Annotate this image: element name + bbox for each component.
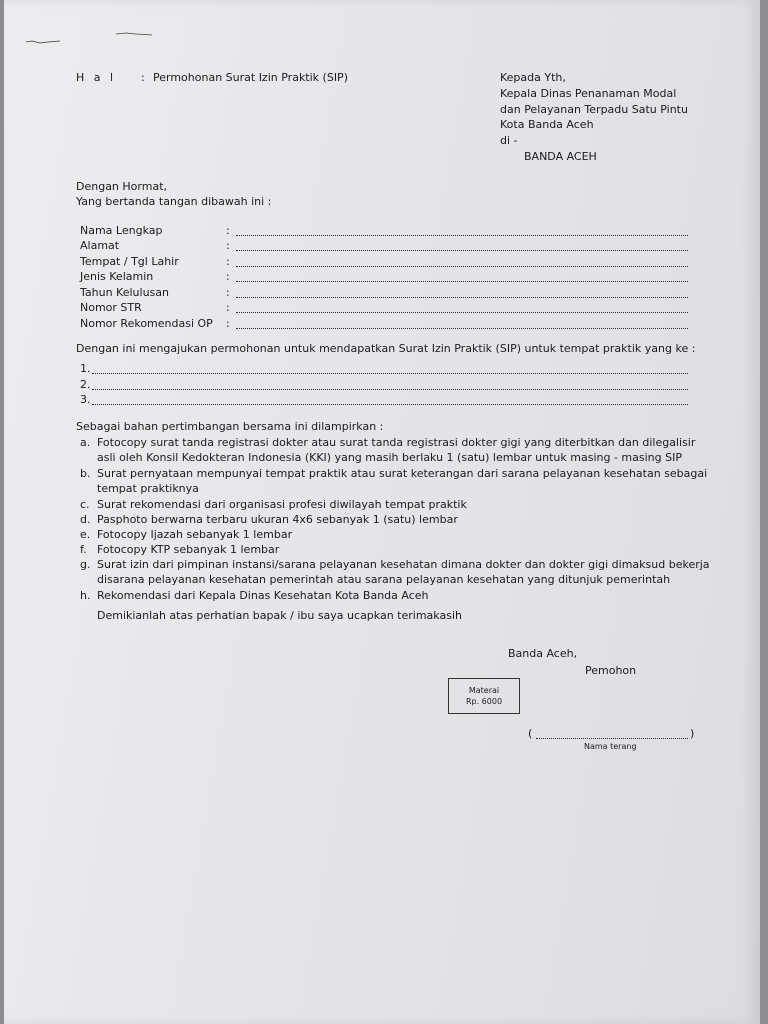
location-number: 2. <box>80 378 91 391</box>
field-colon: : <box>226 239 230 252</box>
field-blank-line <box>236 250 688 251</box>
greeting: Dengan Hormat, <box>76 180 167 193</box>
field-colon: : <box>226 270 230 283</box>
document-page <box>4 0 760 1024</box>
field-colon: : <box>226 317 230 330</box>
subject-colon: : <box>141 71 145 84</box>
location-blank-line <box>92 373 688 374</box>
intro-text: Yang bertanda tangan dibawah ini : <box>76 195 272 208</box>
attachment-letter: f. <box>80 543 87 556</box>
field-blank-line <box>236 328 688 329</box>
attachments-intro: Sebagai bahan pertimbangan bersama ini dilampirkan : <box>76 420 384 433</box>
field-blank-line <box>236 297 688 298</box>
field-label: Jenis Kelamin <box>80 270 154 283</box>
name-caption: Nama terang <box>584 742 637 751</box>
field-label: Tempat / Tgl Lahir <box>80 255 179 268</box>
subject-value: Permohonan Surat Izin Praktik (SIP) <box>153 71 348 84</box>
field-blank-line <box>236 266 688 267</box>
field-colon: : <box>226 255 230 268</box>
attachment-text: Rekomendasi dari Kepala Dinas Kesehatan Kota Banda Aceh <box>97 589 429 602</box>
field-blank-line <box>236 235 688 236</box>
attachment-letter: e. <box>80 528 91 541</box>
recipient-line: Kota Banda Aceh <box>500 118 594 131</box>
stamp-duty-box <box>448 678 520 714</box>
closing-text: Demikianlah atas perhatian bapak / ibu saya ucapkan terimakasih <box>97 609 462 622</box>
attachment-text: Surat izin dari pimpinan instansi/sarana pelayanan kesehatan dimana dokter dan dokter gigi dimaksud bekerja <box>97 558 710 571</box>
attachment-text: Surat pernyataan mempunyai tempat praktik atau surat keterangan dari sarana pelayanan kesehatan sebagai <box>97 467 708 480</box>
recipient-city: BANDA ACEH <box>524 150 597 163</box>
attachment-text: Pasphoto berwarna terbaru ukuran 4x6 sebanyak 1 (satu) lembar <box>97 513 458 526</box>
field-colon: : <box>226 301 230 314</box>
scan-mark <box>26 38 66 46</box>
attachment-letter: h. <box>80 589 91 602</box>
location-number: 1. <box>80 362 91 375</box>
field-label: Nomor Rekomendasi OP <box>80 317 213 330</box>
recipient-line: dan Pelayanan Terpadu Satu Pintu <box>500 103 688 116</box>
attachment-text: Surat rekomendasi dari organisasi profesi diwilayah tempat praktik <box>97 498 467 511</box>
attachment-letter: g. <box>80 558 91 571</box>
field-label: Nama Lengkap <box>80 224 163 237</box>
attachment-text: Fotocopy KTP sebanyak 1 lembar <box>97 543 280 556</box>
location-blank-line <box>92 389 688 390</box>
recipient-line: Kepala Dinas Penanaman Modal <box>500 87 677 100</box>
recipient-line: Kepada Yth, <box>500 71 566 84</box>
recipient-line: di - <box>500 134 518 147</box>
attachment-text: tempat praktiknya <box>97 482 199 495</box>
field-label: Alamat <box>80 239 120 252</box>
attachment-text: disarana pelayanan kesehatan pemerintah atau sarana pelayanan kesehatan yang ditunjuk pemerintah <box>97 573 671 586</box>
field-colon: : <box>226 286 230 299</box>
location-number: 3. <box>80 393 91 406</box>
stamp-value: Rp. 6000 <box>465 697 503 706</box>
attachment-text: Fotocopy surat tanda registrasi dokter atau surat tanda registrasi dokter gigi yang diterbitkan dan dilegalisir <box>97 436 696 449</box>
attachment-letter: d. <box>80 513 91 526</box>
stamp-label: Materai <box>468 686 500 695</box>
attachment-text: asli oleh Konsil Kedokteran Indonesia (KKI) yang masih berlaku 1 (satu) lembar untuk masing - masing SIP <box>97 451 682 464</box>
attachment-letter: b. <box>80 467 91 480</box>
attachment-text: Fotocopy Ijazah sebanyak 1 lembar <box>97 528 293 541</box>
request-text: Dengan ini mengajukan permohonan untuk mendapatkan Surat Izin Praktik (SIP) untuk tempat praktik yang ke : <box>76 342 696 355</box>
field-label: Tahun Kelulusan <box>80 286 169 299</box>
name-paren-open: ( <box>528 727 533 740</box>
name-paren-close: ) <box>690 727 695 740</box>
field-blank-line <box>236 312 688 313</box>
field-colon: : <box>226 224 230 237</box>
field-label: Nomor STR <box>80 301 142 314</box>
subject-label: H a l <box>76 71 117 84</box>
field-blank-line <box>236 281 688 282</box>
location-blank-line <box>92 404 688 405</box>
attachment-letter: a. <box>80 436 91 449</box>
attachment-letter: c. <box>80 498 90 511</box>
scan-mark <box>116 30 156 38</box>
signature-place: Banda Aceh, <box>508 647 578 660</box>
signature-role: Pemohon <box>585 664 637 677</box>
